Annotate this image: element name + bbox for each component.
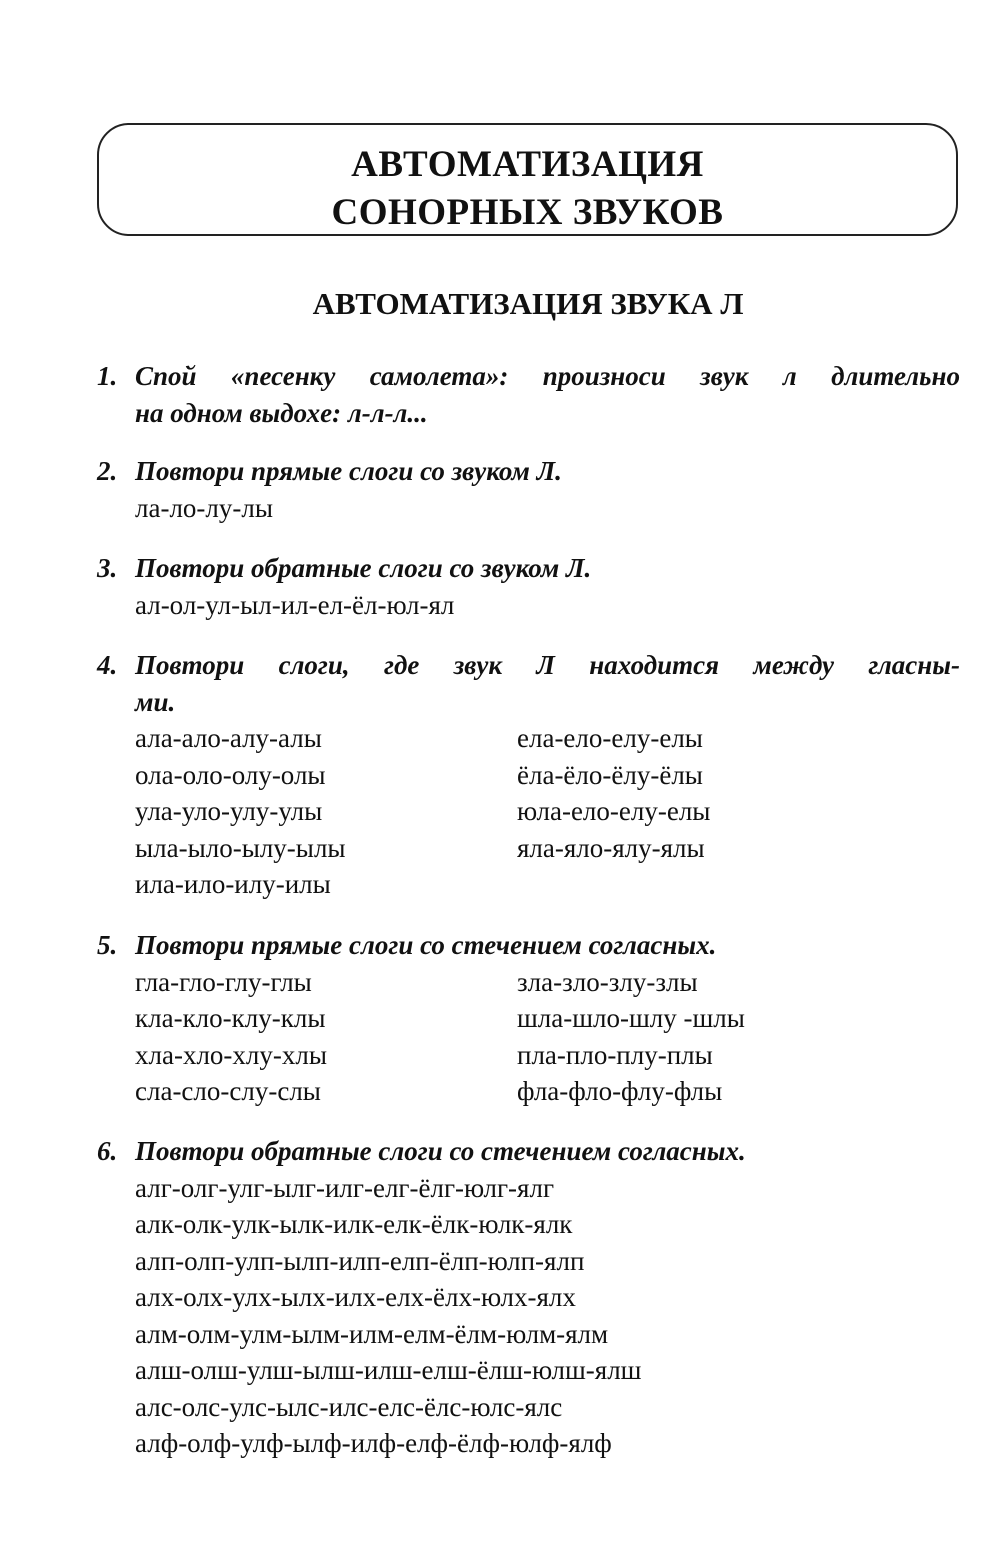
syllable-row: кла-кло-клу-клы: [135, 1003, 326, 1033]
syllable-row: ла-ло-лу-лы: [135, 492, 273, 523]
syllable-row: ела-ело-елу-елы: [517, 723, 703, 753]
syllable-row: яла-яло-ялу-ялы: [517, 832, 705, 863]
syllable-column-right: [517, 964, 899, 1110]
syllable-row: гла-гло-глу-глы: [135, 966, 312, 997]
syllable-row: ула-уло-улу-улы: [135, 796, 323, 826]
syllable-column-left: [135, 720, 517, 903]
syllable-row: зла-зло-злу-злы: [517, 966, 698, 997]
exercise-item: [97, 358, 960, 431]
exercise-item: [97, 927, 960, 1110]
syllable-row: алх-олх-улх-ылх-илх-елх-ёлх-юлх-ялх: [135, 1282, 576, 1312]
syllable-row: алк-олк-улк-ылк-илк-елк-ёлк-юлк-ялк: [135, 1209, 573, 1239]
syllable-row: алп-олп-улп-ылп-илп-елп-ёлп-юлп-ялп: [135, 1245, 585, 1276]
syllable-row: ал-ол-ул-ыл-ил-ел-ёл-юл-ял: [135, 589, 455, 620]
syllable-row: алм-олм-улм-ылм-илм-елм-ёлм-юлм-ялм: [135, 1318, 609, 1349]
chapter-title-line-2: СОНОРНЫХ ЗВУКОВ: [331, 192, 724, 233]
syllable-row: алг-олг-улг-ылг-илг-елг-ёлг-юлг-ялг: [135, 1172, 555, 1203]
exercise-instruction: Повтори прямые слоги со звуком Л.: [135, 456, 562, 486]
exercise-number: 4.: [97, 650, 118, 680]
exercise-instruction: Спой «песенку самолета»: произноси звук л длительно: [135, 361, 960, 391]
exercise-item: [97, 550, 960, 623]
syllable-columns: [135, 720, 960, 903]
exercise-instruction: ми.: [135, 686, 176, 717]
section-title: АВТОМАТИЗАЦИЯ ЗВУКА Л: [312, 286, 744, 321]
exercise-instruction: Повтори обратные слоги со звуком Л.: [135, 553, 592, 583]
exercise-number: 2.: [97, 456, 118, 486]
syllable-row: юла-ело-елу-елы: [517, 796, 711, 826]
exercise-number: 3.: [97, 553, 118, 583]
exercise-instruction: Повтори прямые слоги со стечением согласных.: [135, 930, 717, 960]
syllable-row: ила-ило-илу-илы: [135, 869, 331, 899]
syllable-row: алс-олс-улс-ылс-илс-елс-ёлс-юлс-ялс: [135, 1391, 563, 1422]
syllable-row: ала-ало-алу-алы: [135, 723, 322, 753]
exercise-instruction: на одном выдохе: л-л-л...: [135, 397, 428, 428]
exercise-number: 5.: [97, 930, 118, 960]
syllable-row: ёла-ёло-ёлу-ёлы: [517, 759, 703, 790]
syllable-column-left: [135, 964, 517, 1110]
chapter-title-box: [97, 123, 958, 236]
syllable-row: фла-фло-флу-флы: [517, 1076, 723, 1106]
exercise-item: [97, 1133, 960, 1462]
exercise-number: 6.: [97, 1136, 118, 1166]
syllable-row: пла-пло-плу-плы: [517, 1039, 713, 1070]
syllable-row: хла-хло-хлу-хлы: [135, 1039, 327, 1070]
syllable-row: алф-олф-улф-ылф-илф-елф-ёлф-юлф-ялф: [135, 1428, 612, 1458]
syllable-row: ыла-ыло-ылу-ылы: [135, 832, 346, 863]
syllable-row: ола-оло-олу-олы: [135, 759, 326, 790]
syllable-columns: [135, 964, 960, 1110]
chapter-title-line-1: АВТОМАТИЗАЦИЯ: [351, 144, 704, 185]
exercise-instruction: Повтори слоги, где звук Л находится между гласны-: [135, 650, 960, 680]
exercise-item: [97, 453, 960, 526]
exercise-instruction: Повтори обратные слоги со стечением согласных.: [135, 1136, 746, 1166]
syllable-row: сла-сло-слу-слы: [135, 1076, 321, 1106]
exercise-number: 1.: [97, 361, 118, 391]
exercise-item: [97, 647, 960, 903]
syllable-row: алш-олш-улш-ылш-илш-елш-ёлш-юлш-ялш: [135, 1355, 642, 1385]
syllable-column-right: [517, 720, 899, 903]
syllable-row: шла-шло-шлу -шлы: [517, 1003, 745, 1033]
